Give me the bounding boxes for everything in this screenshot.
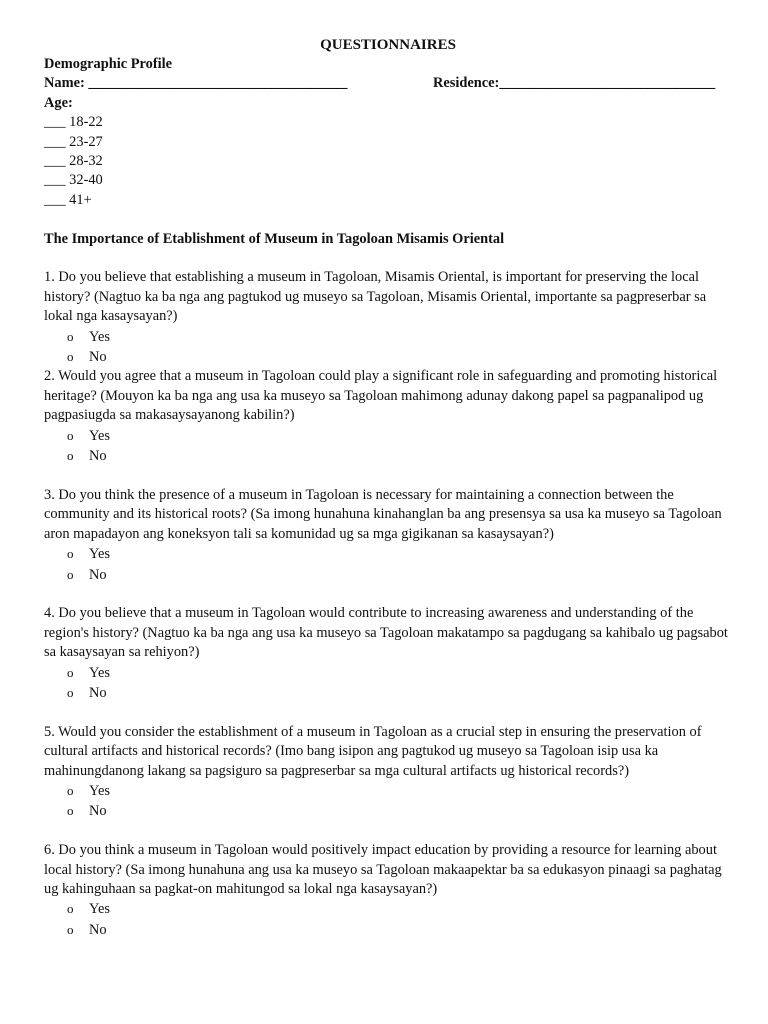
- option-yes[interactable]: [44, 663, 734, 683]
- question-3: [44, 486, 734, 585]
- option-label: Yes: [89, 427, 110, 444]
- option-no[interactable]: [44, 801, 734, 821]
- question-2: [44, 367, 734, 466]
- radio-bullet-icon[interactable]: o: [67, 427, 74, 443]
- option-label: Yes: [89, 664, 110, 681]
- age-option-2[interactable]: ___ 23-27: [44, 133, 103, 150]
- option-label: Yes: [89, 782, 110, 799]
- residence-field[interactable]: Residence:______________________________: [433, 75, 716, 92]
- question-4: [44, 604, 734, 703]
- option-no[interactable]: [44, 920, 734, 940]
- question-text: 5. Would you consider the establishment of a museum in Tagoloan as a crucial step in ensuring the preservation of cultural artifacts and historical records? (Imo bang isipon ang pagtukod ug museyo sa Tagoloan isip usa ka mahinungdanong lakang sa pagsiguro sa pagpreserbar sa mga cultural artifacts ug historical records?): [44, 723, 702, 779]
- age-label: Age:: [44, 94, 73, 111]
- radio-bullet-icon[interactable]: o: [67, 546, 74, 562]
- question-5: [44, 723, 734, 822]
- question-text: 3. Do you think the presence of a museum in Tagoloan is necessary for maintaining a connection between the community and its historical roots? (Sa imong hunahuna kinahanglan ba ang presensya sa usa ka museyo sa Tagoloan aron mapadayon ang koneksyon tali sa komunidad ug sa mga gigikanan sa kasaysayan?): [44, 486, 722, 542]
- question-text: 2. Would you agree that a museum in Tagoloan could play a significant role in safeguarding and promoting historical heritage? (Mouyon ka ba nga ang usa ka museyo sa Tagoloan mahimong adunay dakong papel sa pagpanalipod ug pagpasiugda sa makasaysayanong kabilin?): [44, 368, 718, 424]
- radio-bullet-icon[interactable]: o: [67, 782, 74, 798]
- option-no[interactable]: [44, 565, 734, 585]
- option-yes[interactable]: [44, 327, 734, 347]
- radio-bullet-icon[interactable]: o: [67, 328, 74, 344]
- radio-bullet-icon[interactable]: o: [67, 566, 74, 582]
- option-label: No: [89, 803, 107, 820]
- radio-bullet-icon[interactable]: o: [67, 684, 74, 700]
- option-label: No: [89, 349, 107, 366]
- radio-bullet-icon[interactable]: o: [67, 803, 74, 819]
- option-label: Yes: [89, 328, 110, 345]
- option-no[interactable]: [44, 347, 734, 367]
- age-option-3[interactable]: ___ 28-32: [44, 153, 103, 170]
- option-yes[interactable]: [44, 544, 734, 564]
- option-label: No: [89, 921, 107, 938]
- name-residence-row: [44, 74, 734, 93]
- question-text: 1. Do you believe that establishing a museum in Tagoloan, Misamis Oriental, is important for preserving the local history? (Nagtuo ka ba nga ang pagtukod ug museyo sa Tagoloan, Misamis Oriental, importante sa pagpreserbar sa lokal nga kasaysayan?): [44, 269, 707, 325]
- option-label: Yes: [89, 546, 110, 563]
- option-yes[interactable]: [44, 781, 734, 801]
- age-option-5[interactable]: ___ 41+: [44, 191, 92, 208]
- name-field[interactable]: Name: ____________________________________: [44, 75, 348, 92]
- option-no[interactable]: [44, 446, 734, 466]
- radio-bullet-icon[interactable]: o: [67, 901, 74, 917]
- option-label: No: [89, 566, 107, 583]
- question-text: 6. Do you think a museum in Tagoloan would positively impact education by providing a resource for learning about local history? (Sa imong hunahuna ang usa ka museyo sa Tagoloan makaapektar ba sa edukasyon pinaagi sa paghatag ug kahinguhaan sa pagkat-on mahitungod sa lokal nga kasaysayan?): [44, 842, 722, 897]
- radio-bullet-icon[interactable]: o: [67, 921, 74, 937]
- option-label: No: [89, 684, 107, 701]
- questionnaire-body: [44, 55, 734, 940]
- section-title: The Importance of Etablishment of Museum in Tagoloan Misamis Oriental: [44, 230, 505, 247]
- question-1: [44, 268, 734, 367]
- demographic-heading: Demographic Profile: [44, 56, 173, 72]
- question-text: 4. Do you believe that a museum in Tagoloan would contribute to increasing awareness and understanding of the region's history? (Nagtuo ka ba nga ang usa ka museyo sa Tagoloan makatampo sa pagdugang sa kahibalo ug pagsabot sa kasaysayan sa rehiyon?): [44, 605, 728, 661]
- option-label: Yes: [89, 901, 110, 918]
- option-yes[interactable]: [44, 899, 734, 919]
- radio-bullet-icon[interactable]: o: [67, 349, 74, 365]
- radio-bullet-icon[interactable]: o: [67, 664, 74, 680]
- option-no[interactable]: [44, 683, 734, 703]
- option-yes[interactable]: [44, 426, 734, 446]
- radio-bullet-icon[interactable]: o: [67, 448, 74, 464]
- option-label: No: [89, 448, 107, 465]
- question-6: [44, 841, 734, 940]
- page-title: QUESTIONNAIRES: [320, 37, 456, 53]
- age-option-1[interactable]: ___ 18-22: [44, 114, 103, 131]
- age-option-4[interactable]: ___ 32-40: [44, 172, 103, 189]
